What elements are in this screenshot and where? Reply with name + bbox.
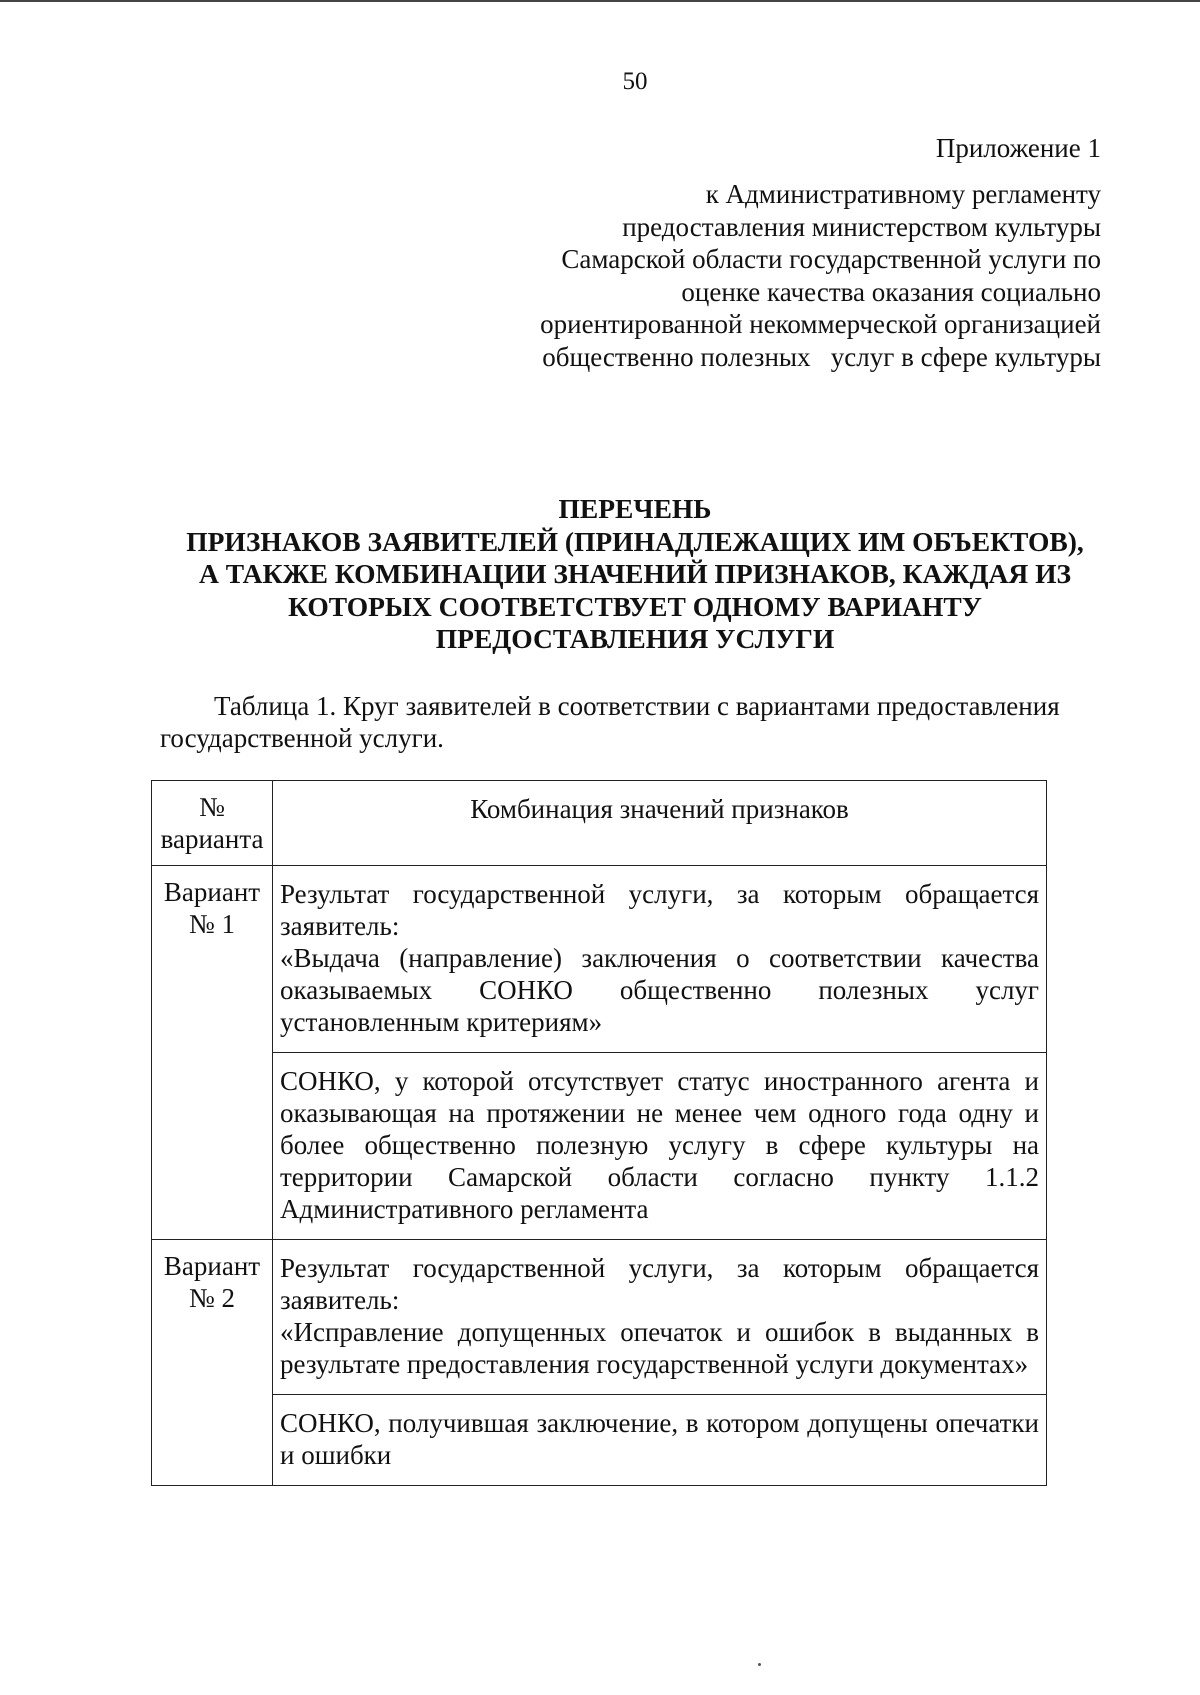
- applicant-text: СОНКО, у которой отсутствует статус иностранного агента и оказывающая на протяжении не менее чем одного года одну и более общественно полезную услугу в сфере культуры на территории Самарской области согласно пункту 1.1.2 Административного регламента: [280, 1066, 1039, 1224]
- appendix-title: Приложение 1: [935, 133, 1101, 163]
- table-row: [152, 866, 1047, 1053]
- caption-line: Таблица 1. Круг заявителей в соответствии с вариантами предоставления: [160, 691, 1060, 721]
- scan-speck: [758, 1663, 761, 1666]
- appendix-line: Самарской области государственной услуги по: [561, 244, 1101, 274]
- result-intro: Результат государственной услуги, за которым обращается заявитель:: [280, 879, 1039, 941]
- heading-line: ПЕРЕЧЕНЬ: [558, 493, 712, 524]
- table-row: [152, 1053, 1047, 1240]
- heading-line: А ТАКЖЕ КОМБИНАЦИИ ЗНАЧЕНИЙ ПРИЗНАКОВ, КАЖДАЯ ИЗ: [198, 558, 1072, 589]
- appendix-line: оценке качества оказания социально: [681, 276, 1101, 307]
- table-header-row: [152, 781, 1047, 866]
- table-row: [152, 1240, 1047, 1395]
- appendix-reference: [401, 178, 1101, 373]
- heading-line: КОТОРЫХ СООТВЕТСТВУЕТ ОДНОМУ ВАРИАНТУ: [288, 590, 982, 622]
- result-cell: [273, 1240, 1047, 1395]
- caption-line: государственной услуги.: [160, 723, 444, 753]
- table-caption: [160, 690, 1100, 754]
- heading-line: ПРЕДОСТАВЛЕНИЯ УСЛУГИ: [435, 623, 835, 654]
- applicant-text: СОНКО, получившая заключение, в котором допущены опечатки и ошибки: [280, 1408, 1039, 1470]
- page-top-edge: [0, 0, 1200, 2]
- result-value: «Выдача (направление) заключения о соответствии качества оказываемых СОНКО общественно полезных услуг установленным критериям»: [280, 943, 1039, 1037]
- variant-cell: Вариант № 1: [152, 866, 273, 1240]
- header-combination: Комбинация значений признаков: [273, 781, 1047, 866]
- applicants-table: [151, 780, 1047, 1486]
- header-variant-number: № варианта: [152, 781, 273, 866]
- result-cell: [273, 866, 1047, 1053]
- appendix-line: к Административному регламенту: [705, 179, 1101, 209]
- applicant-cell: [273, 1053, 1047, 1240]
- appendix-line: предоставления министерством культуры: [622, 211, 1101, 242]
- document-heading: [130, 493, 1140, 656]
- appendix-line: общественно полезных услуг в сфере культуры: [542, 341, 1101, 372]
- page-number: 50: [622, 68, 648, 95]
- appendix-line: ориентированной некоммерческой организацией: [540, 309, 1101, 339]
- table-row: [152, 1395, 1047, 1486]
- result-intro: Результат государственной услуги, за которым обращается заявитель:: [280, 1253, 1039, 1315]
- result-value: «Исправление допущенных опечаток и ошибок в выданных в результате предоставления государственной услуги документах»: [280, 1317, 1039, 1379]
- variant-cell: Вариант № 2: [152, 1240, 273, 1486]
- heading-line: ПРИЗНАКОВ ЗАЯВИТЕЛЕЙ (ПРИНАДЛЕЖАЩИХ ИМ ОБЪЕКТОВ),: [186, 525, 1084, 557]
- applicant-cell: [273, 1395, 1047, 1486]
